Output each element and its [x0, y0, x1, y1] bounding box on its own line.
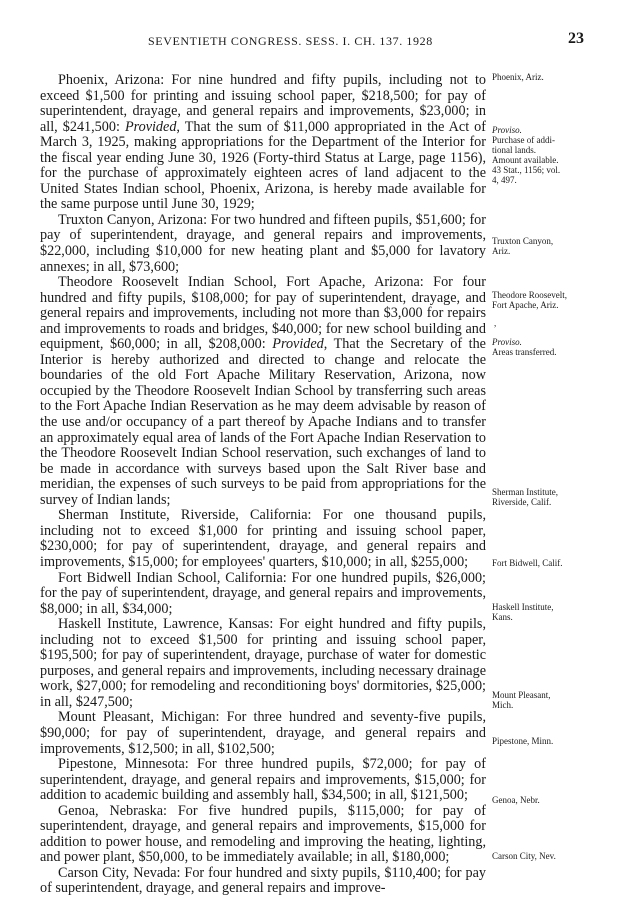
- paragraph-pipestone: Pipestone, Minnesota: For three hundred pupils, $72,000; for pay of superintendent, drayage, and general repairs and improvements, $15,000; for addition to academic building and assembly hall, $34,500; in all, $121,500;: [40, 756, 486, 804]
- margin-note-theodore-roosevelt: Theodore Roosevelt, Fort Apache, Ariz.: [492, 290, 567, 310]
- page-header: [0, 30, 620, 54]
- paragraph-sherman-institute: Sherman Institute, Riverside, California: For one thousand pupils, including not to exceed $1,000 for printing and issuing school paper, $230,000; for pay of superintendent, drayage, and general repairs and improvements, $15,000; for employees' quarters, $10,000; in all, $255,000;: [40, 507, 486, 570]
- margin-note-haskell-institute: Haskell Institute, Kans.: [492, 602, 554, 622]
- margin-note-pipestone: Pipestone, Minn.: [492, 736, 554, 746]
- margin-note-sherman-institute: Sherman Institute, Riverside, Calif.: [492, 487, 558, 507]
- running-head: SEVENTIETH CONGRESS. SESS. I. CH. 137. 1928: [148, 34, 433, 48]
- paragraph-mount-pleasant: Mount Pleasant, Michigan: For three hundred and seventy-five pupils, $90,000; for pay of superintendent, drayage, and general repairs and improvements, $12,500; in all, $102,500;: [40, 709, 486, 757]
- paragraph-truxton-canyon: Truxton Canyon, Arizona: For two hundred and fifteen pupils, $51,600; for pay of superintendent, drayage, and general repairs and improvements, $22,000, including $10,000 for new heating plant and $5,000 for lavatory annexes; in all, $73,600;: [40, 211, 486, 275]
- paragraph-carson-city: Carson City, Nevada: For four hundred and sixty pupils, $110,400; for pay of superintendent, drayage, and general repairs and improve-: [40, 864, 486, 897]
- margin-note-mount-pleasant: Mount Pleasant, Mich.: [492, 690, 551, 710]
- page-number: 23: [568, 30, 584, 47]
- margin-note-truxton-canyon: Truxton Canyon, Ariz.: [492, 236, 554, 256]
- margin-note-genoa: Genoa, Nebr.: [492, 795, 540, 805]
- margin-note-fort-bidwell: Fort Bidwell, Calif.: [492, 558, 563, 568]
- margin-mark: ,: [494, 318, 497, 328]
- paragraph-phoenix: Phoenix, Arizona: For nine hundred and fifty pupils, including not to exceed $1,500 for printing and issuing school paper, $218,500; for pay of superintendent, drayage, and general repairs and improvements, $23,000; in all, $241,500: Provided, That the sum of $11,000 appropriated in the Act of March 3, 1925, making appropriations for the Department of the Interior for the fiscal year ending June 30, 1926 (Forty-third Status at Large, page 1156), for the purchase of approximately eighteen acres of land adjacent to the United States Indian school, Phoenix, Arizona, is hereby made available for the same purpose until June 30, 1929;: [40, 72, 486, 213]
- paragraph-genoa: Genoa, Nebraska: For five hundred pupils, $115,000; for pay of superintendent, drayage, and general repairs and improvements, $15,000 for addition to power house, and remodeling and improving the heating, lighting, and power plant, $50,000, to be immediately available; in all, $180,000;: [40, 802, 486, 866]
- body-text: [40, 73, 486, 897]
- paragraph-theodore-roosevelt: Theodore Roosevelt Indian School, Fort Apache, Arizona: For four hundred and fifty pupils, $108,000; for pay of superintendent, drayage, and general repairs and improvements, including not more than $3,000 for repairs and improvements to roads and bridges, $40,000; for new school building and equipment, $60,000; in all, $208,000: Provided, That the Secretary of the Interior is hereby authorized and directed to change and relocate the boundaries of the old Fort Apache Military Reservation, Arizona, now occupied by the Theodore Roosevelt Indian School by transferring such areas to the Fort Apache Indian Reservation as he may deem advisable by reason of the use and/or occupancy of a part thereof by Apache Indians and to transfer an approximately equal area of lands of the Fort Apache Indian Reservation to the Theodore Roosevelt Indian School reservation, such exchanges of land to be made in accordance with surveys based upon the Salt River base and meridian, the expenses of such surveys to be paid from appropriations for the survey of Indian lands;: [40, 274, 486, 508]
- margin-note-proviso-areas: Proviso. Areas transferred.: [492, 337, 557, 357]
- margin-note-proviso-purchase: Proviso. Purchase of addi- tional lands. Amount available. 43 Stat., 1156; vol. 4, 497.: [492, 125, 561, 185]
- margin-note-carson-city: Carson City, Nev.: [492, 851, 556, 861]
- paragraph-fort-bidwell: Fort Bidwell Indian School, California: For one hundred pupils, $26,000; for the pay of superintendent, drayage, and general repairs and improvements, $8,000; in all, $34,000;: [40, 569, 486, 617]
- paragraph-haskell-institute: Haskell Institute, Lawrence, Kansas: For eight hundred and fifty pupils, including not to exceed $1,500 for printing and issuing school paper, $195,500; for pay of superintendent, drayage, purchase of water for domestic purposes, and general repairs and improvements, including necessary drainage work, $27,000; for remodeling and reconditioning boys' dormitories, $25,000; in all, $247,500;: [40, 616, 486, 710]
- margin-note-phoenix: Phoenix, Ariz.: [492, 72, 544, 82]
